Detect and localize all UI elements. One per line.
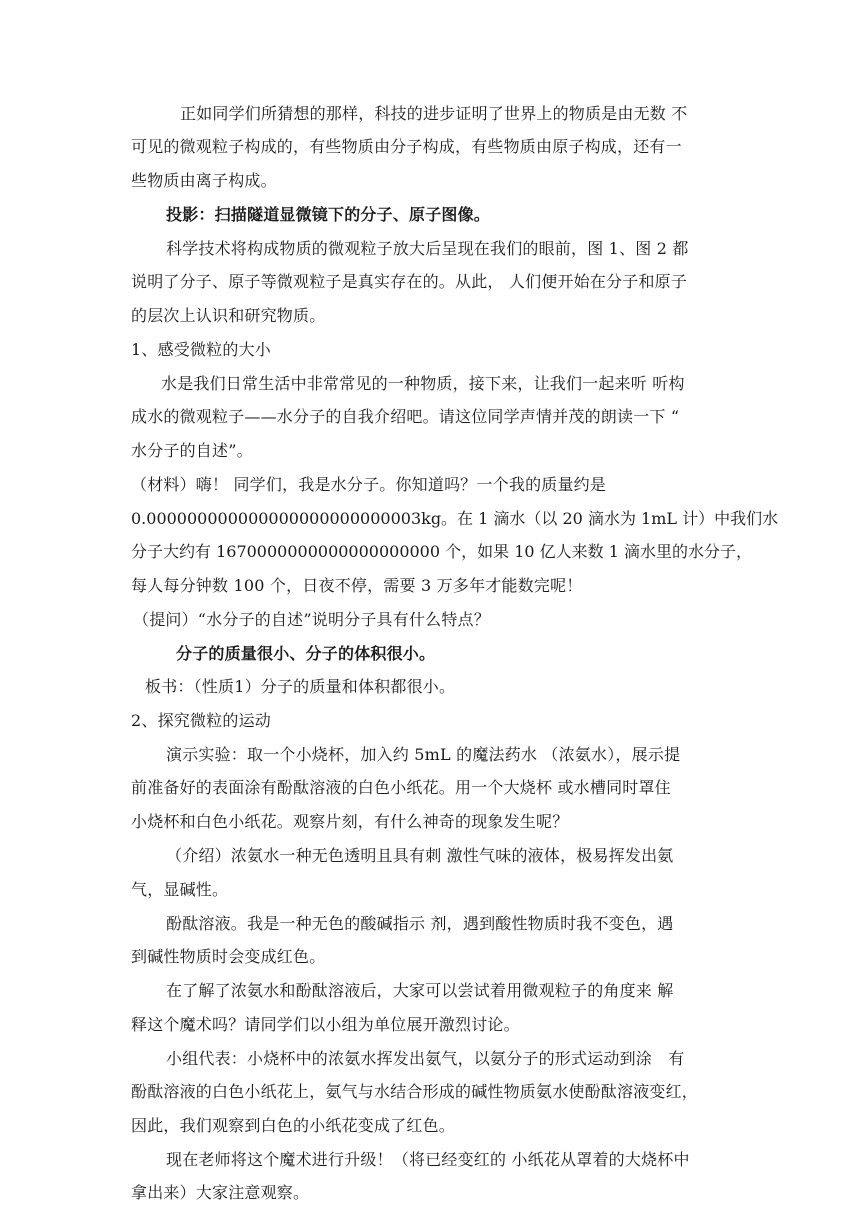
paragraph-line: 气，显碱性。: [131, 880, 229, 899]
paragraph-line: 演示实验：取一个小烧杯，加入约 5mL 的魔法药水 （浓氨水），展示提: [166, 745, 681, 764]
paragraph-line: 水分子的自述”。: [131, 441, 253, 460]
paragraph-line: 现在老师将这个魔术进行升级！（将已经变红的 小纸花从罩着的大烧杯中: [166, 1150, 690, 1169]
question-line: （提问）“水分子的自述”说明分子具有什么特点？: [133, 610, 490, 629]
paragraph-line: 小烧杯和白色小纸花。观察片刻，有什么神奇的现象发生呢？: [131, 812, 569, 831]
paragraph-line: 科学技术将构成物质的微观粒子放大后呈现在我们的眼前，图 1、图 2 都: [166, 239, 689, 258]
paragraph-line: 前准备好的表面涂有酚酞溶液的白色小纸花。用一个大烧杯 或水槽同时罩住: [131, 778, 671, 797]
blackboard-note: 板书：（性质1）分子的质量和体积都很小。: [145, 677, 456, 696]
paragraph-line: 释这个魔术吗？请同学们以小组为单位展开激烈讨论。: [131, 1015, 520, 1034]
projection-heading: 投影：扫描隧道显微镜下的分子、原子图像。: [166, 205, 491, 224]
paragraph-line: 水是我们日常生活中非常常见的一种物质，接下来，让我们一起来听 听构: [161, 374, 685, 393]
paragraph-line: 些物质由离子构成。: [131, 171, 277, 190]
paragraph-line: 到碱性物质时会变成红色。: [131, 947, 326, 966]
paragraph-line: 正如同学们所猜想的那样，科技的进步证明了世界上的物质是由无数 不: [180, 104, 688, 123]
paragraph-line: （材料）嗨！ 同学们，我是水分子。你知道吗？一个我的质量约是: [131, 475, 607, 494]
paragraph-line: 因此，我们观察到白色的小纸花变成了红色。: [131, 1116, 456, 1135]
paragraph-line: 成水的微观粒子——水分子的自我介绍吧。请这位同学声情并茂的朗读一下 “: [131, 407, 680, 426]
paragraph-line: 在了解了浓氨水和酚酞溶液后，大家可以尝试着用微观粒子的角度来 解: [166, 981, 674, 1000]
paragraph-line: 拿出来）大家注意观察。: [131, 1183, 310, 1202]
paragraph-line: 分子大约有 1670000000000000000000 个，如果 10 亿人来数 1 滴水里的水分子，: [131, 542, 753, 561]
paragraph-line: 酚酞溶液。我是一种无色的酸碱指示 剂，遇到酸性物质时我不变色，遇: [166, 914, 674, 933]
paragraph-line: 0.000000000000000000000000003kg。在 1 滴水（以 20 滴水为 1mL 计）中我们水: [131, 509, 779, 528]
section-heading-2: 2、探究微粒的运动: [131, 711, 271, 730]
paragraph-line: 说明了分子、原子等微观粒子是真实存在的。从此， 人们便开始在分子和原子: [131, 272, 688, 291]
paragraph-line: 可见的微观粒子构成的，有些物质由分子构成，有些物质由原子构成，还有一: [131, 137, 682, 156]
paragraph-line: 的层次上认识和研究物质。: [131, 306, 326, 325]
paragraph-line: 酚酞溶液的白色小纸花上，氨气与水结合形成的碱性物质氨水使酚酞溶液变红，: [131, 1082, 699, 1101]
answer-line: 分子的质量很小、分子的体积很小。: [176, 644, 436, 663]
paragraph-line: 小组代表：小烧杯中的浓氨水挥发出氨气，以氨分子的形式运动到涂 有: [166, 1049, 685, 1068]
paragraph-line: （介绍）浓氨水一种无色透明且具有刺 激性气味的液体，极易挥发出氨: [166, 846, 674, 865]
paragraph-line: 每人每分钟数 100 个，日夜不停，需要 3 万多年才能数完呢！: [131, 576, 583, 595]
section-heading-1: 1、感受微粒的大小: [131, 340, 271, 359]
